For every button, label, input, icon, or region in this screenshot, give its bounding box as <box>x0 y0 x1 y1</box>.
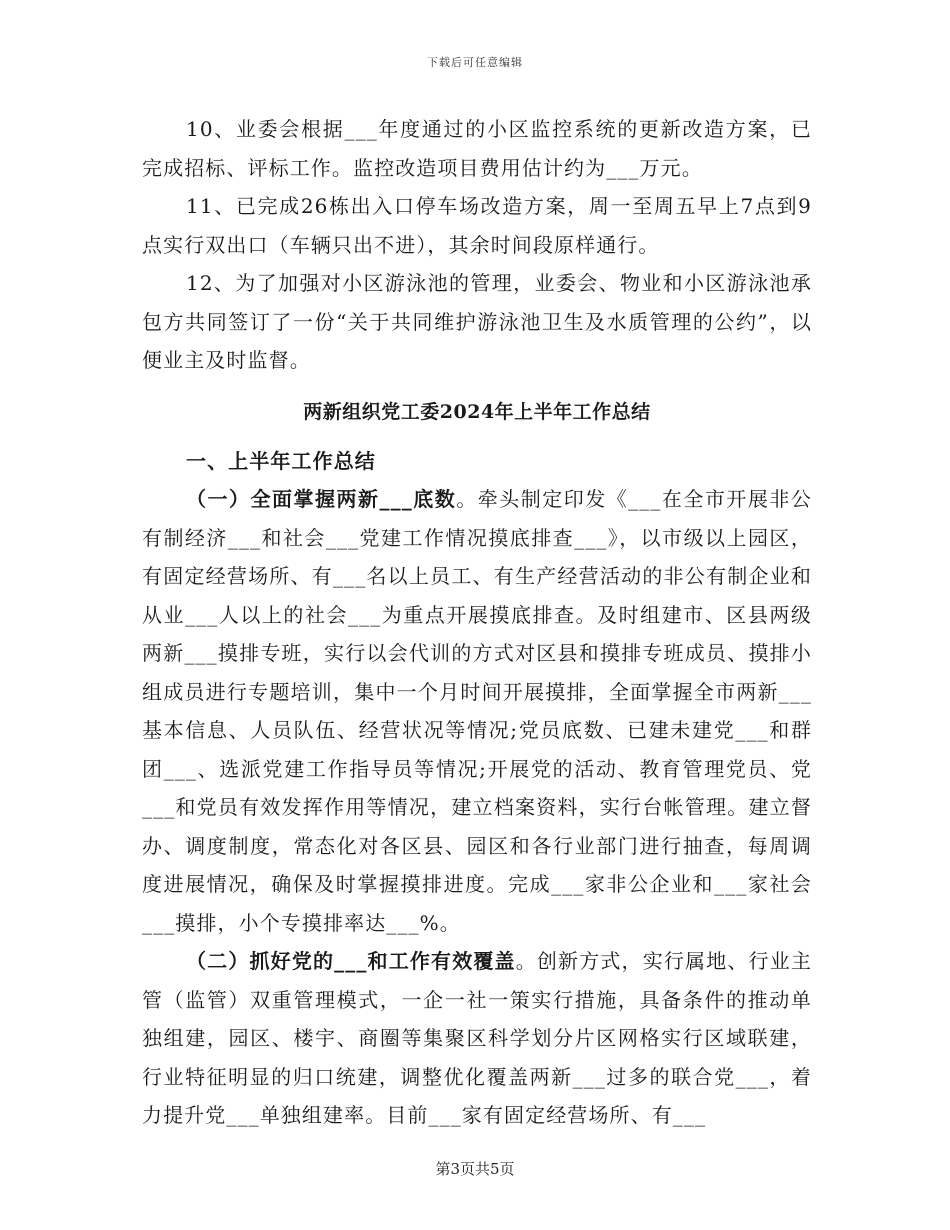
section-heading-1: 一、上半年工作总结 <box>186 448 376 473</box>
subsection-2-paragraph <box>142 942 812 1135</box>
subsection-1-heading: （一）全面掌握两新___底数 <box>186 487 457 511</box>
page-number: 第3页共5页 <box>435 1160 515 1178</box>
item-10-paragraph: 10、业委会根据___年度通过的小区监控系统的更新改造方案，已完成招标、评标工作。监控改造项目费用估计约为___万元。 <box>142 117 812 180</box>
subsection-1-paragraph <box>142 480 812 942</box>
subsection-2-heading: （二）抓好党的___和工作有效覆盖 <box>186 949 516 973</box>
subsection-1-body: 。牵头制定印发《___在全市开展非公有制经济___和社会___党建工作情况摸底排查___》，以市级以上园区，有固定经营场所、有___名以上员工、有生产经营活动的非公有制企业和从业___人以上的社会___为重点开展摸底排查。及时组建市、区县两级两新___摸排专班，实行以会代训的方式对区县和摸排专班成员、摸排小组成员进行专题培训，集中一个月时间开展摸排，全面掌握全市两新___基本信息、人员队伍、经营状况等情况;党员底数、已建未建党___和群团___、选派党建工作指导员等情况;开展党的活动、教育管理党员、党___和党员有效发挥作用等情况，建立档案资料，实行台帐管理。建立督办、调度制度，常态化对各区县、园区和各行业部门进行抽查，每周调度进展情况，确保及时掌握摸排进度。完成___家非公企业和___家社会___摸排，小个专摸排率达___%。 <box>142 487 812 935</box>
subsection-2-body: 。创新方式，实行属地、行业主管（监管）双重管理模式，一企一社一策实行措施，具备条件的推动单独组建，园区、楼宇、商圈等集聚区科学划分片区网格实行区域联建，行业特征明显的归口统建，调整优化覆盖两新___过多的联合党___，着力提升党___单独组建率。目前___家有固定经营场所、有___ <box>142 949 812 1127</box>
document-body <box>142 110 812 1135</box>
document-title: 两新组织党工委2024年上半年工作总结 <box>303 400 651 423</box>
page-header: 下载后可任意编辑 <box>427 56 523 69</box>
item-11-paragraph: 11、已完成26栋出入口停车场改造方案，周一至周五早上7点到9点实行双出口（车辆只出不进），其余时间段原样通行。 <box>142 194 812 257</box>
item-12-paragraph: 12、为了加强对小区游泳池的管理，业委会、物业和小区游泳池承包方共同签订了一份“关于共同维护游泳池卫生及水质管理的公约”，以便业主及时监督。 <box>142 271 812 372</box>
